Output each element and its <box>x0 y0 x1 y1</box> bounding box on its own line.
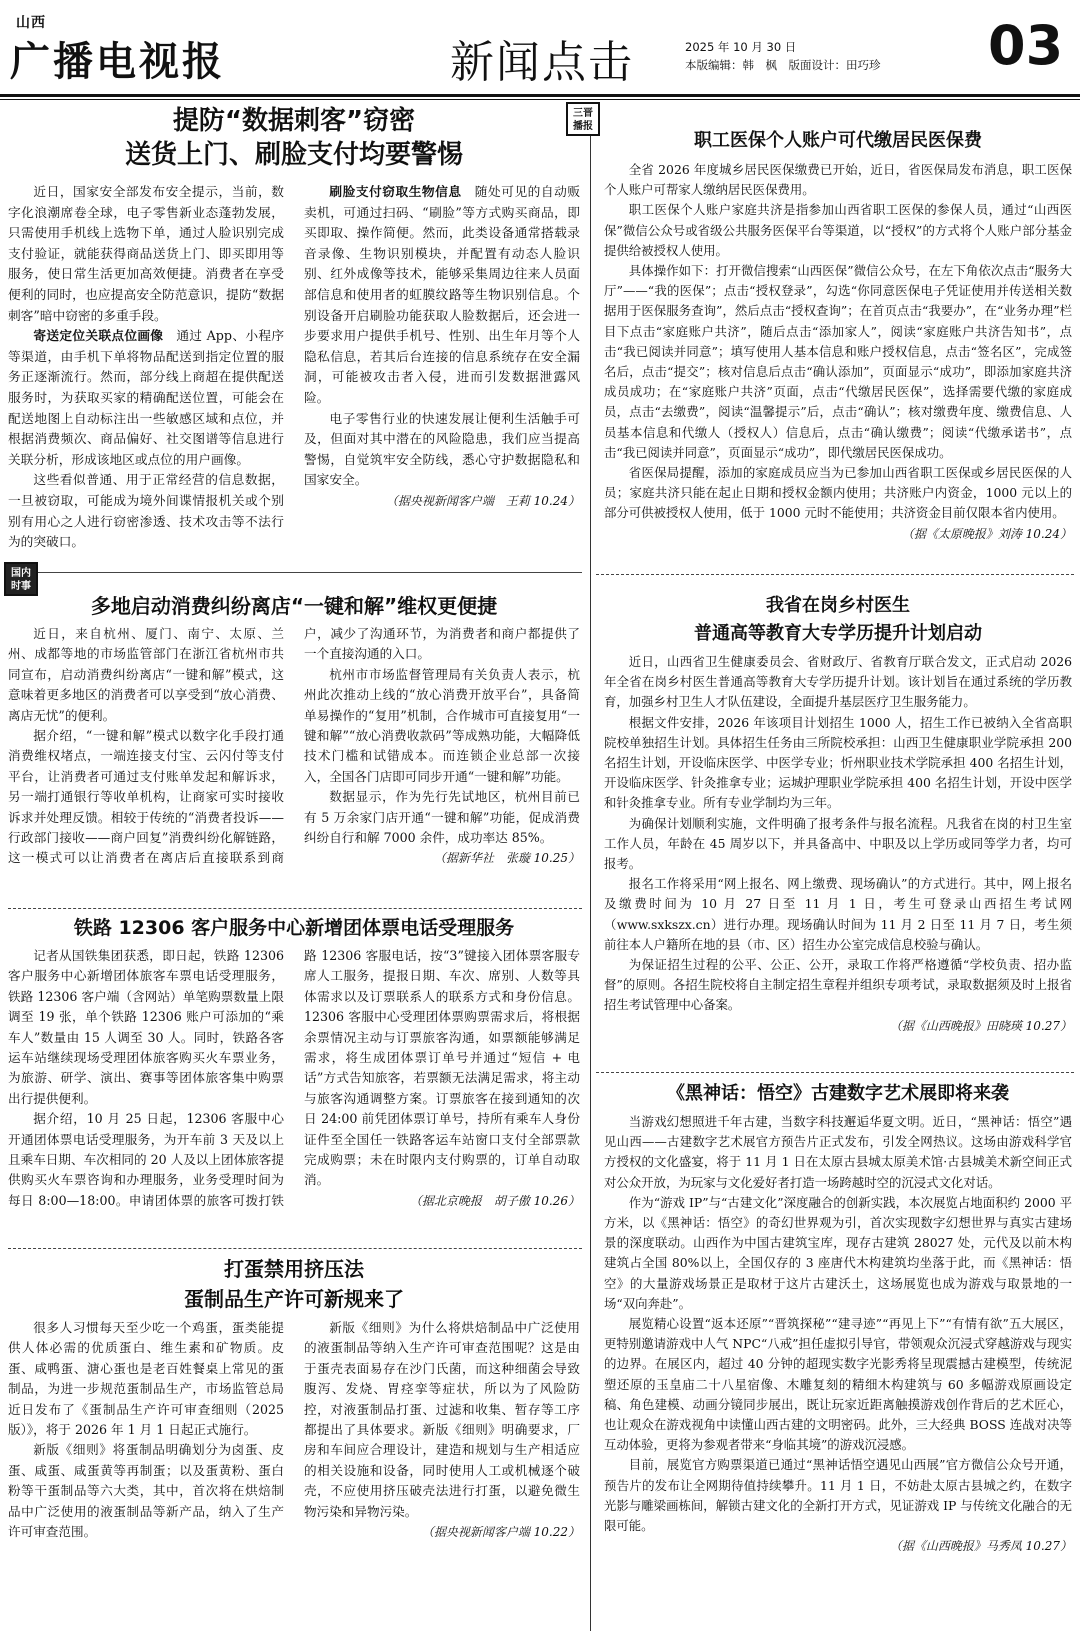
article-body <box>604 652 1072 1056</box>
subhead-face: 刷脸支付窃取生物信息 <box>329 184 462 199</box>
article-title-line1: 提防“数据刺客”窃密 <box>172 106 416 136</box>
section-divider <box>596 574 1074 575</box>
article-paragraph: 作为“游戏 IP”与“古建文化”深度融合的创新实践，本次展览占地面积约 2000 平方米，以《黑神话：悟空》的奇幻世界观为引，首次实现数字幻想世界与真实古建场景的深度联动。山西作为中国古建筑宝库，现存古建筑 28027 处，元代及以前木构建筑占全国 80%以上，全国仅存的 3 座唐代木构建筑均坐落于此，而《黑神话：悟空》的大量游戏场景正是取材于这片古建沃土，这场展览也成为游戏与取景地的一场“双向奔赴”。 <box>604 1194 1072 1311</box>
article-title-line1: 打蛋禁用挤压法 <box>224 1257 364 1281</box>
article-title-line2: 送货上门、刷脸支付均要警惕 <box>124 140 463 170</box>
section-divider <box>8 1248 582 1249</box>
article-paragraph: 杭州市市场监督管理局有关负责人表示，杭州此次推动上线的“放心消费开放平台”，具备简单易操作的“复用”机制，合作城市可直接复用“一键和解”“放心消费收款码”等成熟功能，大幅降低技术门槛和试错成本。而连锁企业总部一次接入，全国各门店即可同步开通“一键和解”功能。 <box>304 666 580 784</box>
article-paragraph: 新版《细则》将蛋制品明确划分为卤蛋、皮蛋、咸蛋、咸蛋黄等再制蛋；以及蛋黄粉、蛋白粉等干蛋制品等六大类，其中，首次将在烘焙制品中广泛使用的液蛋制品等新产品，纳入了生产许可审查范围。 <box>8 1442 284 1540</box>
masthead-rule-thin <box>0 99 1080 100</box>
article-paragraph: 数据显示，作为先行先试地区，杭州目前已有 5 万余家门店开通“一键和解”功能，促成消费纠纷自行和解 7000 余件，成功率达 85%。 <box>304 789 580 846</box>
article-paragraph: 近日，山西省卫生健康委员会、省财政厅、省教育厅联合发文，正式启动 2026 年全省在岗乡村医生普通高等教育大专学历提升计划。该计划旨在通过系统的学历教育，加强乡村卫生人才队伍建设，全面提升基层医疗卫生服务能力。 <box>604 654 1072 710</box>
article-paragraph: 这些看似普通、用于正常经营的信息数据，一旦被窃取，可能成为境外间谍情报机关或个别别有用心之人进行窃密渗透、技术攻击等不法行为的突破口。 <box>8 472 284 550</box>
article-paragraph: 当游戏幻想照进千年古建，当数字科技邂逅华夏文明。近日，“黑神话：悟空”遇见山西——古建数字艺术展官方预告片正式发布，引发全网热议。这场由游戏科学官方授权的文化盛宴，将于 11 月 1 日在太原古县城太原美术馆·古县城美术新空间正式对公众开放，为玩家与文化爱好者打造一场跨越时空的沉浸式文化对话。 <box>604 1114 1072 1190</box>
article-paragraph: 据介绍，10 月 25 日起，12306 客服中心开通团体票电话受理服务，为开车前 3 天及以上且乘车日期、车次相同的 20 人及以上团体旅客提供购买火车票咨询和办理服务，业务受理时间为每日 8:00—18:00。申请团体票的旅客可拨打铁路 12306 客服电话，按“3”键接入团体票客服专席人工服务，提报日期、车次、席别、人数等具体需求以及订票联系人的联系方式和身份信息。12306 客服中心受理团体票购票需求后，将根据余票情况主动与订票旅客沟通，如票额能够满足需求，将生成团体票订单号并通过“短信 + 电话”方式告知旅客，若票额无法满足需求，将主动与旅客沟通调整方案。订票旅客在接到通知的次日 24:00 前凭团体票订单号，持所有乘车人身份证件至全国任一铁路客运车站窗口支付全部票款完成购票；未在时限内支付购票的，订单自动取消。 <box>8 948 580 1208</box>
issue-date: 2025 年 10 月 30 日 <box>685 40 797 54</box>
section-title: 新闻点击 <box>450 37 634 88</box>
article-medical-insurance <box>604 128 1072 588</box>
article-byline: （据央视新闻客户端 王莉 10.24） <box>385 493 580 508</box>
issue-meta <box>685 38 881 74</box>
article-title: 《黑神话：悟空》古建数字艺术展即将来袭 <box>667 1083 1009 1104</box>
article-paragraph: 据介绍，“一键和解”模式以数字化手段打通消费维权堵点，一端连接支付宝、云闪付等支付平台，让消费者可通过支付账单发起和解诉求，另一端打通银行等收单机构，让商家可实时接收诉求并处理反馈。相较于传统的“消费者投诉——行政部门接收——商户回复”消费纠纷化解链路，这一模式可以让消费者在离店后直接联系到商户，减少了沟通环节，为消费者和商户都提供了一个直接沟通的入口。 <box>8 626 580 866</box>
article-paragraph: 电子零售行业的快速发展让便利生活触手可及，但面对其中潜在的风险隐患，我们应当提高警惕，自觉筑牢安全防线，悉心守护数据隐私和国家安全。 <box>304 410 580 488</box>
article-body <box>604 1112 1072 1620</box>
article-paragraph: 很多人习惯每天至少吃一个鸡蛋，蛋类能提供人体必需的优质蛋白、维生素和矿物质。皮蛋、咸鸭蛋、溏心蛋也是老百姓餐桌上常见的蛋制品，为进一步规范蛋制品生产，市场监管总局近日发布了《蛋制品生产许可审查细则（2025 版）》，将于 2026 年 1 月 1 日起正式施行。 <box>8 1320 284 1438</box>
article-body <box>8 1318 580 1622</box>
section-divider <box>8 908 582 909</box>
article-black-myth-exhibition <box>604 1080 1072 1620</box>
article-railway-12306 <box>8 914 580 1260</box>
column-divider <box>590 103 591 1631</box>
subhead-locate: 寄送定位关联点位画像 <box>33 328 164 344</box>
article-body <box>8 946 580 1260</box>
article-rural-doctors <box>604 592 1072 1056</box>
article-paragraph: 目前，展览官方购票渠道已通过“黑神话悟空遇见山西展”官方微信公众号开通，预告片的发布让全网期待值持续攀升。11 月 1 日，不妨赴太原古县城之约，在数字光影与雕梁画栋间，解锁古建文化的全新打开方式，见证游戏 IP 与传统文化融合的无限可能。 <box>604 1457 1072 1534</box>
article-title: 职工医保个人账户可代缴居民医保费 <box>694 130 982 151</box>
editor-credit: 本版编辑：韩 枫 版面设计：田巧珍 <box>685 58 881 72</box>
article-byline: （据央视新闻客户端 10.22） <box>421 1525 580 1540</box>
article-title <box>8 104 580 172</box>
article-body <box>604 160 1072 588</box>
article-consumer-dispute <box>8 592 580 910</box>
article-title <box>8 1254 580 1314</box>
article-paragraph: 为确保计划顺利实施，文件明确了报考条件与报名流程。凡我省在岗的村卫生室工作人员，年龄在 45 周岁以下，并具备高中、中职及以上学历或同等学力者，均可报考。 <box>604 815 1072 872</box>
article-egg-products <box>8 1254 580 1622</box>
logo-small-text: 山西 <box>16 15 46 31</box>
tag-domestic: 国内 时事 <box>4 562 38 596</box>
article-byline: （据《太原晚报》刘涛 10.24） <box>901 526 1072 541</box>
tag-sanjin: 三晋 播报 <box>566 102 600 136</box>
masthead-rule <box>0 94 1080 97</box>
article-body <box>8 182 580 566</box>
article-byline: （据北京晚报 胡子傲 10.26） <box>409 1193 580 1208</box>
section-divider <box>596 1072 1074 1073</box>
article-paragraph: 为保证招生过程的公平、公正、公开，录取工作将严格遵循“学校负责、招办监督”的原则。各招生院校将自主制定招生章程并组织专项考试，录取数据须及时上报省招生考试管理中心备案。 <box>604 957 1072 1013</box>
article-paragraph: 记者从国铁集团获悉，即日起，铁路 12306 客户服务中心新增团体旅客车票电话受理服务，铁路 12306 客户端（含网站）单笔购票数量上限调至 19 张，单个铁路 12306 账户可添加的“乘车人”数量由 15 人调至 30 人。同时，铁路各客运车站继续现场受理团体旅客购买火车票业务，为旅游、研学、演出、赛事等团体旅客集中购票出行提供便利。 <box>8 948 284 1106</box>
article-paragraph: 报名工作将采用“网上报名、网上缴费、现场确认”的方式进行。其中，网上报名及缴费时间为 10 月 27 日至 11 月 1 日，考生可登录山西招生考试网（www.sxkszx.cn）进行办理。现场确认时间为 11 月 2 日至 11 月 7 日，考生须前往本人户籍所在地的县（市、区）招生办公室完成信息校验与确认。 <box>604 876 1072 952</box>
article-paragraph: 职工医保个人账户家庭共济是指参加山西省职工医保的参保人员，通过“山西医保”微信公众号或省级公共服务医保平台等渠道，以“授权”的方式将个人账户部分基金提供给被授权人使用。 <box>604 202 1072 258</box>
article-paragraph: 刷脸支付窃取生物信息 随处可见的自动贩卖机，可通过扫码、“刷脸”等方式购买商品，即买即取、操作简便。然而，此类设备通常搭载录音录像、生物识别模块，并配置有动态人脸识别、红外成像等技术，能够采集周边往来人员面部信息和使用者的虹膜纹路等生物识别信息。个别设备开启刷脸功能获取人脸数据后，还会进一步要求用户提供手机号、性别、出生年月等个人隐私信息，若其后台连接的信息系统存在安全漏洞，可能被攻击者入侵，进而引发数据泄露风险。 <box>304 184 581 405</box>
article-title-line2: 蛋制品生产许可新规来了 <box>184 1287 404 1311</box>
article-byline: （据新华社 张璇 10.25） <box>433 851 580 866</box>
article-title: 多地启动消费纠纷离店“一键和解”维权更便捷 <box>90 594 498 618</box>
article-paragraph: 近日，国家安全部发布安全提示，当前，数字化浪潮席卷全球，电子零售新业态蓬勃发展，只需使用手机线上选物下单，通过人脸识别完成支付验证，就能获得商品送货上门、即买即用等服务，使日常生活更加高效便捷。消费者在享受便利的同时，也应提高安全防范意识，提防“数据刺客”暗中窃密的多重手段。 <box>8 184 284 323</box>
masthead <box>0 0 1080 92</box>
article-paragraph: 省医保局提醒，添加的家庭成员应当为已参加山西省职工医保或乡居民医保的人员；家庭共济只能在起止日期和授权金额内使用；共济账户内资金，1000 元以上的部分可供被授权人使用，低于 1000 元时不能使用；共济资金目前仅限本省内使用。 <box>604 465 1072 521</box>
article-paragraph: 近日，来自杭州、厦门、南宁、太原、兰州、成都等地的市场监管部门在浙江省杭州市共同宣布，启动消费纠纷离店“一键和解”模式，这意味着更多地区的消费者可以享受到“放心消费、离店无忧”的便利。 <box>8 626 284 723</box>
article-paragraph: 全省 2026 年度城乡居民医保缴费已开始，近日，省医保局发布消息，职工医保个人账户可帮家人缴纳居民医保费用。 <box>604 162 1072 198</box>
newspaper-logo: 广播电视报 <box>10 38 225 85</box>
article-byline: （据《山西晚报》马秀凤 10.27） <box>889 1539 1072 1554</box>
article-paragraph: 具体操作如下：打开微信搜索“山西医保”微信公众号，在左下角依次点击“服务大厅”——“我的医保”；点击“授权登录”，勾选“你同意医保电子凭证使用并传送相关数据用于医保服务查询”，然后点击“授权查询”；在首页点击“我要办”，在“业务办理”栏目下点击“家庭账户共济”，随后点击“添加家人”，阅读“家庭账户共济告知书”，点击“我已阅读并同意”；填写使用人基本信息和账户授权信息，点击“签名区”，完成签名后，点击“提交”；核对信息后点击“确认添加”，页面显示“成功”，即添加家庭共济成员成功；在“家庭账户共济”页面，点击“代缴居民医保”，选择需要代缴的家庭成员，点击“去缴费”，阅读“温馨提示”后，点击“确认”；核对缴费年度、缴费信息、人员基本信息和代缴人（授权人）信息后，点击“确认缴费”；阅读“代缴承诺书”，点击“我已阅读并同意”，页面显示“成功”，即代缴居民医保成功。 <box>604 263 1072 460</box>
article-paragraph: 新版《细则》为什么将烘焙制品中广泛使用的液蛋制品等纳入生产许可审查范围呢？这是由于蛋壳表面易存在沙门氏菌，而这种细菌会导致腹泻、发烧、胃痉挛等症状，所以为了风险防控，对液蛋制品打蛋、过滤和收集、暂存等工序都提出了具体要求。新版《细则》明确要求，厂房和车间应合理设计，建造和规划与生产相适应的相关设施和设备，同时使用人工或机械逐个破壳，不应使用挤压破壳法进行打蛋，以避免微生物污染和异物污染。 <box>304 1320 580 1519</box>
article-title <box>604 592 1072 648</box>
article-body <box>8 624 580 910</box>
article-title-line2: 普通高等教育大专学历提升计划启动 <box>694 623 982 644</box>
article-byline: （据《山西晚报》田晓瑛 10.27） <box>889 1018 1072 1033</box>
article-data-assassin <box>8 104 580 566</box>
article-title-line1: 我省在岗乡村医生 <box>766 595 910 616</box>
article-paragraph: 根据文件安排，2026 年该项目计划招生 1000 人，招生工作已被纳入全省高职院校单独招生计划。具体招生任务由三所院校承担：山西卫生健康职业学院承担 200 名招生计划，开设临床医学、中医学专业；忻州职业技术学院承担 400 名招生计划，开设临床医学、针灸推拿专业；运城护理职业学院承担 400 名招生计划，开设中医学和针灸推拿专业。所有专业学制均为三年。 <box>604 714 1072 811</box>
section-divider <box>8 572 582 573</box>
article-paragraph: 展览精心设置“返本还原”“晋筑探秘”“建寻迹”“再见上下”“有情有欲”五大展区，更特别邀请游戏中人气 NPC“八戒”担任虚拟引导官，带领观众沉浸式穿越游戏与现实的边界。在展区内，超过 40 分钟的超现实数字光影秀将呈现震撼古建模型，传统泥塑还原的玉皇庙二十八星宿像、木雕复刻的精细木构建筑与 60 多幅游戏原画设定稿、角色建模、动画分镜同步展出，既让玩家近距离触摸游戏创作背后的艺术匠心，也让观众在游戏视角中读懂山西古建的文明密码。此外，三大经典 BOSS 连战对决等互动体验，更将为参观者带来“身临其境”的游戏沉浸感。 <box>604 1316 1072 1453</box>
article-paragraph: 寄送定位关联点位画像 通过 App、小程序等渠道，由手机下单将物品配送到指定位置的服务正逐渐流行。然而，部分线上商超在提供配送服务时，为获取买家的精确配送位置，可能会在配送地图上自动标注出一些敏感区域和点位，并根据消费频次、商品偏好、社交图谱等信息进行关联分析，形成该地区或点位的用户画像。 <box>8 328 285 467</box>
page-number: 03 <box>988 14 1064 77</box>
article-title: 铁路 12306 客户服务中心新增团体票电话受理服务 <box>73 917 515 939</box>
